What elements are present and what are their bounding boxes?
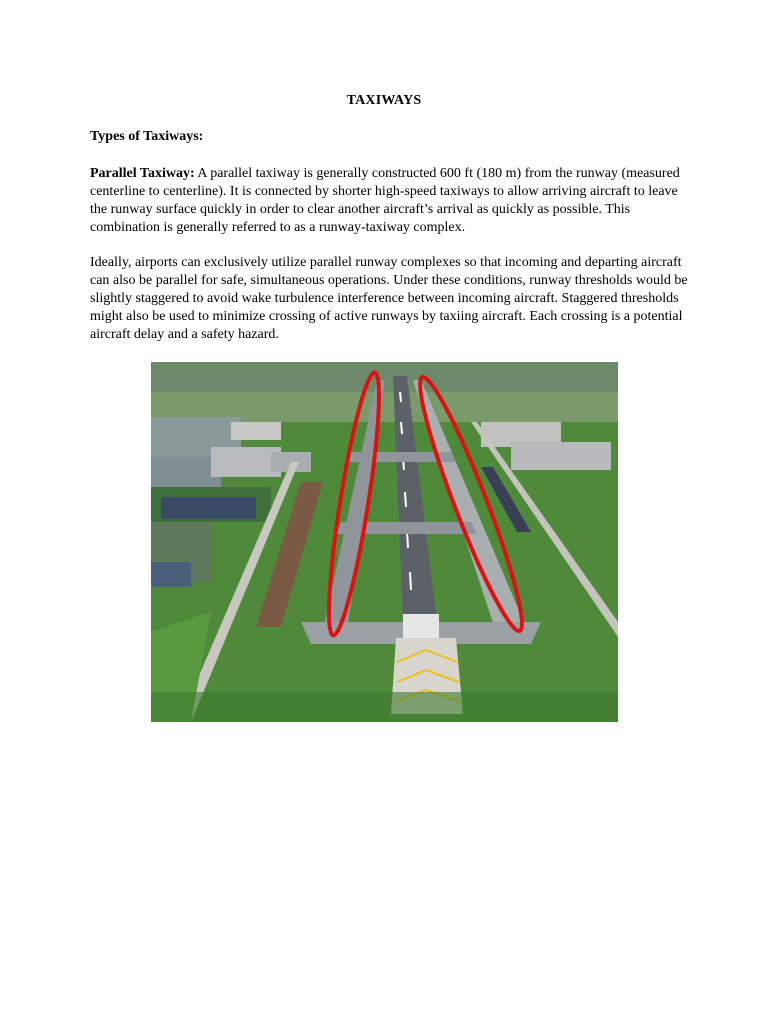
paragraph-parallel-runways: Ideally, airports can exclusively utilize parallel runway complexes so that incoming and departing aircraft can also be parallel for safe, simultaneous operations. Under these conditions, runway thresholds would be slightly staggered to avoid wake turbulence interference between incoming aircraft. Staggered thresholds might also be used to minimize crossing of active runways by taxiing aircraft. Each crossing is a potential aircraft delay and a safety hazard. bbox=[90, 255, 688, 342]
paragraph-lead: Parallel Taxiway: bbox=[90, 166, 195, 181]
page-title: TAXIWAYS bbox=[346, 93, 422, 108]
paragraph-parallel-taxiway bbox=[90, 165, 690, 237]
paragraph-body: A parallel taxiway is generally constructed 600 ft (180 m) from the runway (measured centerline to centerline). It is connected by shorter high-speed taxiways to allow arriving aircraft to leave the runway surface quickly in order to clear another aircraft’s arrival as quickly as possible. This combination is generally referred to as a runway-taxiway complex. bbox=[90, 166, 680, 235]
aerial-airport-photo bbox=[151, 362, 618, 722]
section-subheading: Types of Taxiways: bbox=[90, 129, 204, 144]
